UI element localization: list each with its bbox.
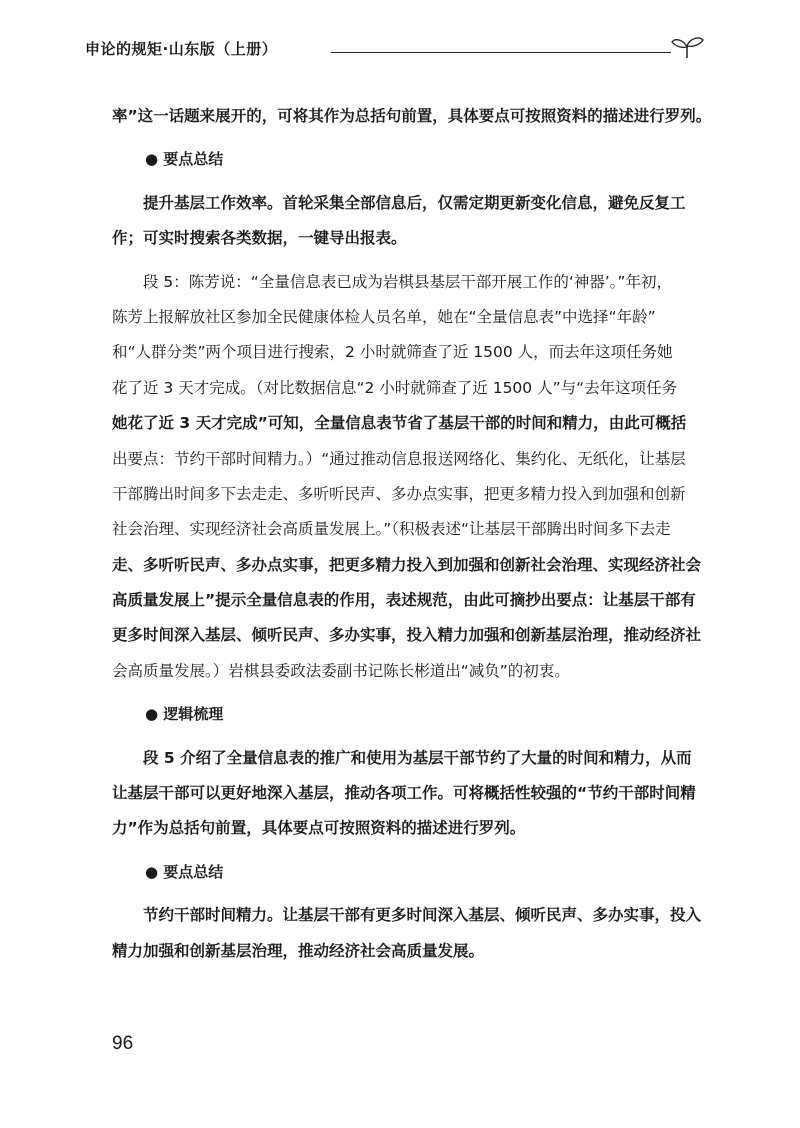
text-line: 出要点：节约干部时间精力。）“通过推动信息报送网络化、集约化、无纸化，让基层 (112, 449, 686, 468)
text-line: 节约干部时间精力。让基层干部有更多时间深入基层、倾听民声、多办实事，投入 (143, 906, 702, 925)
text-line: 会高质量发展。）岩棋县委政法委副书记陈长彬道出“减负”的初衷。 (112, 661, 570, 680)
section-heading-key-points: ● 要点总结 (145, 150, 224, 169)
text-line: 她花了近 3 天才完成”可知，全量信息表节省了基层干部的时间和精力，由此可概括 (112, 414, 687, 433)
text-line: 率”这一话题来展开的，可将其作为总括句前置，具体要点可按照资料的描述进行罗列。 (112, 107, 712, 125)
text-line: 精力加强和创新基层治理，推动经济社会高质量发展。 (112, 941, 485, 960)
section-heading-logic: ● 逻辑梳理 (145, 705, 224, 724)
page-body (112, 99, 717, 969)
text-line: 走、多听听民声、多办点实事，把更多精力投入到加强和创新社会治理、实现经济社会 (112, 555, 702, 574)
text-line: 社会治理、实现经济社会高质量发展上。”（积极表述“让基层干部腾出时间多下去走 (112, 520, 671, 539)
section-heading-key-points: ● 要点总结 (145, 862, 224, 881)
header-rule (331, 52, 671, 53)
text-line: 段 5 介绍了全量信息表的推广和使用为基层干部节约了大量的时间和精力，从而 (143, 748, 692, 767)
text-line: 干部腾出时间多下去走走、多听听民声、多办点实事，把更多精力投入到加强和创新 (112, 484, 686, 503)
text-line: 陈芳上报解放社区参加全民健康体检人员名单，她在“全量信息表”中选择“年龄” (112, 307, 656, 326)
text-line: 提升基层工作效率。首轮采集全部信息后，仅需定期更新变化信息，避免反复工 (143, 193, 686, 212)
text-line: 力”作为总括句前置，具体要点可按照资料的描述进行罗列。 (112, 819, 526, 838)
header-title: 申论的规矩·山东版（上册） (85, 40, 278, 58)
text-line: 更多时间深入基层、倾听民声、多办实事，投入精力加强和创新基层治理，推动经济社 (112, 626, 702, 645)
text-line: 作；可实时搜索各类数据，一键导出报表。 (112, 229, 407, 248)
sprout-icon (667, 34, 707, 60)
text-line: 花了近 3 天才完成。（对比数据信息“2 小时就筛查了近 1500 人”与“去年这项任务 (112, 378, 678, 397)
page-number: 96 (112, 1033, 134, 1054)
text-line: 高质量发展上”提示全量信息表的作用，表述规范，由此可摘抄出要点：让基层干部有 (112, 591, 696, 610)
text-line: 让基层干部可以更好地深入基层，推动各项工作。可将概括性较强的“节约干部时间精 (112, 784, 696, 803)
text-line: 和“人群分类”两个项目进行搜索，2 小时就筛查了近 1500 人，而去年这项任务她 (112, 343, 673, 362)
running-header (85, 34, 725, 62)
text-line: 段 5：陈芳说：“全量信息表已成为岩棋县基层干部开展工作的‘神器’。”年初， (143, 272, 672, 291)
